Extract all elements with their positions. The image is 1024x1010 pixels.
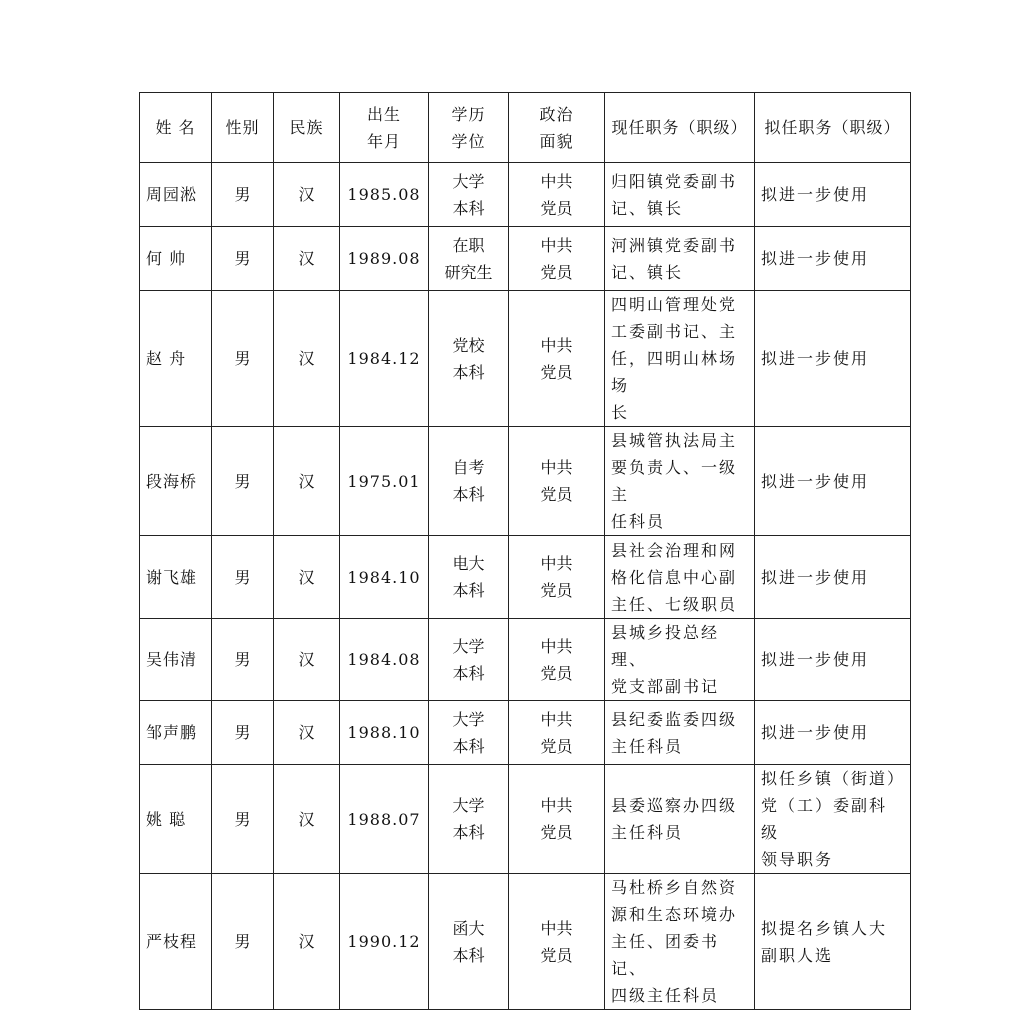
cell-line: 大学 — [452, 171, 485, 191]
column-header-line: 年月 — [366, 131, 401, 151]
cell-line: 党员 — [540, 262, 573, 282]
cell-gender: 男 — [212, 227, 274, 291]
cell-line: 党员 — [540, 945, 573, 965]
cell-line: 本科 — [452, 485, 485, 504]
cell-education — [429, 701, 509, 765]
cell-gender: 男 — [212, 701, 274, 765]
cell-name: 姚 聪 — [140, 765, 212, 874]
cell-current-post — [605, 765, 755, 874]
cell-gender: 男 — [212, 536, 274, 619]
cell-line: 拟进一步使用 — [761, 650, 870, 669]
cell-ethnicity: 汉 — [274, 874, 340, 1010]
cell-current-post — [605, 427, 755, 536]
cell-gender: 男 — [212, 619, 274, 701]
cell-ethnicity: 汉 — [274, 536, 340, 619]
cell-birth: 1975.01 — [340, 427, 429, 536]
cell-line: 本科 — [452, 945, 485, 965]
cell-education — [429, 227, 509, 291]
cell-line: 任，四明山林场场 — [611, 349, 738, 395]
cell-political — [509, 536, 605, 619]
cell-birth: 1988.10 — [340, 701, 429, 765]
cell-line: 党员 — [540, 581, 573, 600]
cell-line: 拟提名乡镇人大 — [761, 918, 888, 938]
cell-line: 本科 — [452, 581, 485, 600]
cell-education — [429, 427, 509, 536]
column-header-birth — [340, 93, 429, 163]
cell-line: 源和生态环境办 — [611, 905, 738, 924]
table-body — [140, 163, 911, 1010]
cell-line: 中共 — [540, 709, 573, 729]
cell-line: 党员 — [540, 362, 573, 382]
table-row — [140, 291, 911, 427]
cell-line: 本科 — [452, 362, 485, 382]
cell-proposed-post — [755, 227, 911, 291]
cell-current-post — [605, 291, 755, 427]
cell-ethnicity: 汉 — [274, 701, 340, 765]
column-header-education — [429, 93, 509, 163]
cell-education — [429, 163, 509, 227]
cell-line: 本科 — [452, 823, 485, 842]
cell-current-post — [605, 536, 755, 619]
cell-line: 四级主任科员 — [611, 986, 720, 1005]
column-header-line: 现任职务（职级） — [611, 118, 748, 137]
cell-line: 中共 — [540, 554, 573, 573]
cell-line: 研究生 — [444, 262, 493, 282]
cell-line: 党（工）委副科级 — [761, 796, 888, 842]
cell-line: 中共 — [540, 235, 573, 255]
cell-line: 中共 — [540, 918, 573, 938]
column-header-line: 性别 — [225, 118, 260, 137]
cell-education — [429, 619, 509, 701]
table-row — [140, 619, 911, 701]
cell-line: 四明山管理处党 — [611, 295, 738, 314]
cell-proposed-post — [755, 163, 911, 227]
cell-political — [509, 427, 605, 536]
cell-line: 拟任乡镇（街道） — [761, 769, 906, 788]
table-row — [140, 163, 911, 227]
column-header-name — [140, 93, 212, 163]
cell-proposed-post — [755, 619, 911, 701]
column-header-line: 学历 — [451, 104, 486, 124]
cell-line: 拟进一步使用 — [761, 249, 870, 268]
cell-line: 党员 — [540, 198, 573, 218]
cell-name: 赵 舟 — [140, 291, 212, 427]
cell-political — [509, 291, 605, 427]
column-header-political — [509, 93, 605, 163]
cell-line: 要负责人、一级主 — [611, 458, 738, 504]
cell-line: 大学 — [452, 636, 485, 656]
cell-ethnicity: 汉 — [274, 163, 340, 227]
cell-proposed-post — [755, 536, 911, 619]
cell-line: 党员 — [540, 736, 573, 756]
cell-line: 党支部副书记 — [611, 677, 720, 696]
cell-ethnicity: 汉 — [274, 227, 340, 291]
cell-name: 邹声鹏 — [140, 701, 212, 765]
cell-proposed-post — [755, 427, 911, 536]
cell-birth: 1989.08 — [340, 227, 429, 291]
cell-line: 函大 — [452, 918, 485, 938]
cell-line: 中共 — [540, 796, 573, 815]
cell-line: 党员 — [540, 663, 573, 683]
cell-line: 归阳镇党委副书 — [611, 171, 738, 191]
cell-proposed-post — [755, 291, 911, 427]
cell-education — [429, 291, 509, 427]
cell-birth: 1990.12 — [340, 874, 429, 1010]
column-header-line: 面貌 — [539, 131, 574, 151]
table-header-row — [140, 93, 911, 163]
column-header-line: 民族 — [289, 118, 324, 137]
cell-gender: 男 — [212, 163, 274, 227]
cell-name: 严枝程 — [140, 874, 212, 1010]
cell-ethnicity: 汉 — [274, 291, 340, 427]
cell-line: 主任、七级职员 — [611, 594, 738, 614]
cell-line: 党员 — [540, 485, 573, 504]
column-header-line: 政治 — [539, 104, 574, 124]
cell-birth: 1984.12 — [340, 291, 429, 427]
cell-line: 县城乡投总经理、 — [611, 623, 720, 669]
cell-birth: 1984.08 — [340, 619, 429, 701]
cell-birth: 1988.07 — [340, 765, 429, 874]
column-header-line: 出生 — [366, 104, 401, 124]
cell-line: 拟进一步使用 — [761, 349, 870, 368]
column-header-line: 拟任职务（职级） — [764, 118, 901, 137]
cell-line: 本科 — [452, 198, 485, 218]
cell-line: 记、镇长 — [611, 198, 684, 218]
column-header-ethnicity — [274, 93, 340, 163]
table-row — [140, 536, 911, 619]
cell-political — [509, 874, 605, 1010]
cell-name: 周园淞 — [140, 163, 212, 227]
cell-political — [509, 619, 605, 701]
cell-current-post — [605, 874, 755, 1010]
cell-birth: 1984.10 — [340, 536, 429, 619]
cell-line: 大学 — [452, 796, 485, 815]
cell-line: 电大 — [452, 554, 485, 573]
cell-current-post — [605, 227, 755, 291]
cell-political — [509, 227, 605, 291]
cell-line: 县社会治理和网 — [611, 540, 738, 560]
cell-line: 拟进一步使用 — [761, 567, 870, 587]
cell-education — [429, 765, 509, 874]
cell-line: 在职 — [452, 235, 485, 255]
cell-gender: 男 — [212, 291, 274, 427]
cell-line: 马杜桥乡自然资 — [611, 878, 738, 897]
table-row — [140, 227, 911, 291]
cell-line: 任科员 — [611, 512, 666, 531]
cell-line: 县城管执法局主 — [611, 431, 738, 450]
cell-line: 县委巡察办四级 — [611, 796, 738, 815]
cell-proposed-post — [755, 874, 911, 1010]
cell-line: 副职人选 — [761, 945, 834, 965]
document-page — [139, 92, 910, 1010]
cell-line: 本科 — [452, 736, 485, 756]
table-row — [140, 874, 911, 1010]
cell-line: 河洲镇党委副书 — [611, 235, 738, 255]
cell-education — [429, 536, 509, 619]
column-header-proposed-post — [755, 93, 911, 163]
cell-line: 本科 — [452, 663, 485, 683]
cell-current-post — [605, 619, 755, 701]
column-header-line: 姓 名 — [155, 118, 196, 137]
cell-name: 谢飞雄 — [140, 536, 212, 619]
cell-political — [509, 163, 605, 227]
table-row — [140, 427, 911, 536]
cell-line: 大学 — [452, 709, 485, 729]
cell-ethnicity: 汉 — [274, 619, 340, 701]
cell-name: 段海桥 — [140, 427, 212, 536]
cell-proposed-post — [755, 701, 911, 765]
table-row — [140, 765, 911, 874]
cell-line: 中共 — [540, 171, 573, 191]
cell-line: 党校 — [452, 335, 485, 355]
cell-line: 自考 — [452, 458, 485, 477]
cell-political — [509, 765, 605, 874]
cell-line: 党员 — [540, 823, 573, 842]
cell-line: 中共 — [540, 458, 573, 477]
table-row — [140, 701, 911, 765]
cell-gender: 男 — [212, 765, 274, 874]
column-header-current-post — [605, 93, 755, 163]
cell-line: 记、镇长 — [611, 262, 684, 282]
cell-line: 主任科员 — [611, 736, 684, 756]
cell-current-post — [605, 701, 755, 765]
cell-political — [509, 701, 605, 765]
cell-gender: 男 — [212, 427, 274, 536]
cell-line: 拟进一步使用 — [761, 723, 870, 742]
cell-line: 领导职务 — [761, 850, 834, 869]
cell-line: 县纪委监委四级 — [611, 709, 738, 729]
cell-line: 拟进一步使用 — [761, 185, 870, 204]
cell-name: 吴伟清 — [140, 619, 212, 701]
cell-line: 中共 — [540, 636, 573, 656]
cell-line: 中共 — [540, 335, 573, 355]
column-header-gender — [212, 93, 274, 163]
cell-line: 格化信息中心副 — [611, 567, 738, 587]
cell-ethnicity: 汉 — [274, 427, 340, 536]
cell-line: 工委副书记、主 — [611, 322, 738, 341]
cell-ethnicity: 汉 — [274, 765, 340, 874]
candidate-table — [139, 92, 911, 1010]
cell-line: 主任科员 — [611, 823, 684, 842]
cell-education — [429, 874, 509, 1010]
cell-proposed-post — [755, 765, 911, 874]
cell-line: 拟进一步使用 — [761, 471, 870, 491]
cell-line: 主任、团委书记、 — [611, 932, 720, 978]
column-header-line: 学位 — [451, 131, 486, 151]
cell-birth: 1985.08 — [340, 163, 429, 227]
cell-line: 长 — [611, 403, 630, 422]
cell-current-post — [605, 163, 755, 227]
cell-name: 何 帅 — [140, 227, 212, 291]
cell-gender: 男 — [212, 874, 274, 1010]
